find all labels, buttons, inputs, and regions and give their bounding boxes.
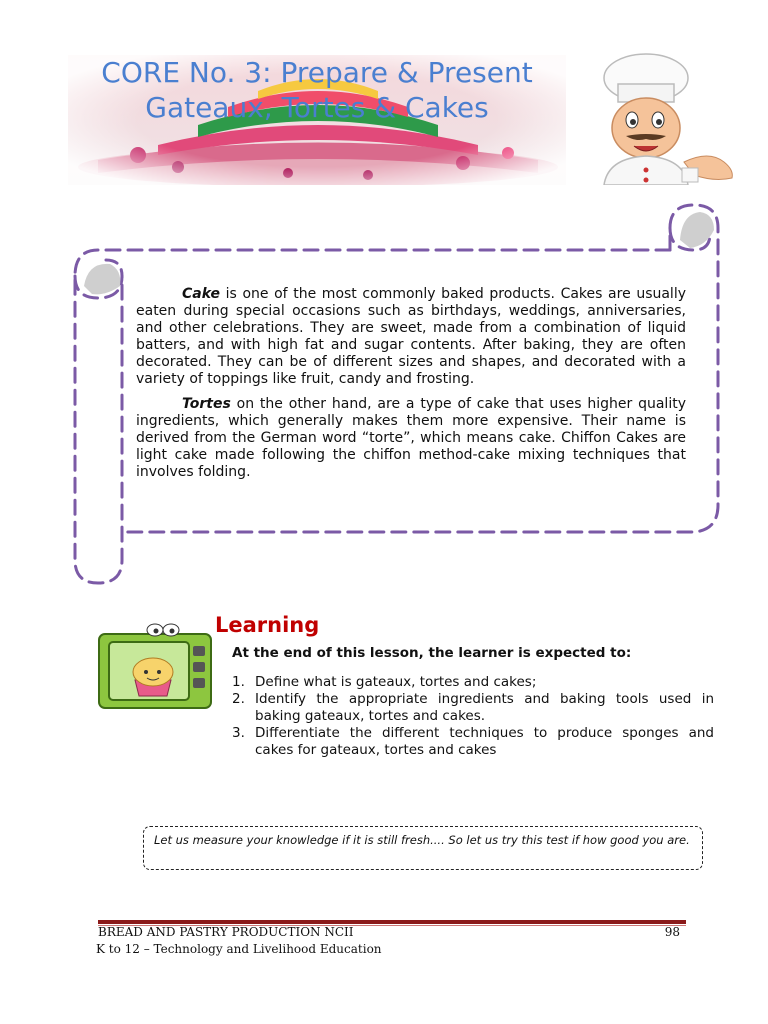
cake-definition-body: is one of the most commonly baked products. Cakes are usually eaten during special occasions such as birthdays, weddings, anniversaries, and other celebrations. They are sweet, made from a combination of liquid batters, and with high fat and sugar contents. After baking, they are often decorated. They can be of different sizes and shapes, and decorated with a variety of toppings like fruit, candy and frosting.	[136, 286, 686, 387]
list-item	[232, 725, 714, 759]
tortes-term: Tortes	[182, 396, 231, 412]
footer-course: BREAD AND PASTRY PRODUCTION NCII	[98, 925, 354, 939]
knowledge-test-note: Let us measure your knowledge if it is still fresh.... So let us try this test if how good you are.	[143, 826, 703, 870]
objective-number: 3.	[232, 725, 245, 741]
objective-number: 2.	[232, 691, 245, 707]
list-item	[232, 691, 714, 725]
footer-course-line	[98, 925, 680, 939]
learning-objectives-list	[232, 674, 714, 759]
tortes-definition	[136, 396, 686, 481]
footer-divider	[98, 920, 686, 924]
objective-text: Differentiate the different techniques to produce sponges and cakes for gateaux, tortes and cakes	[255, 725, 714, 758]
page-title: CORE No. 3: Prepare & Present Gateaux, Tortes & Cakes	[101, 56, 533, 124]
objective-text: Identify the appropriate ingredients and baking tools used in baking gateaux, tortes and cakes.	[255, 691, 714, 724]
oven-muffin-illustration-icon	[95, 620, 215, 712]
page-number: 98	[664, 925, 680, 939]
cake-term: Cake	[182, 286, 221, 302]
list-item	[232, 674, 714, 691]
learning-heading: Learning	[215, 613, 320, 637]
objective-number: 1.	[232, 674, 245, 690]
objective-text: Define what is gateaux, tortes and cakes;	[255, 674, 537, 690]
definition-text	[136, 286, 686, 489]
cake-definition	[136, 286, 686, 388]
learning-intro: At the end of this lesson, the learner is expected to:	[232, 645, 632, 661]
tortes-definition-body: on the other hand, are a type of cake that uses higher quality ingredients, which generally makes them more expensive. Their name is derived from the German word “torte”, which means cake. Chiffon Cakes are light cake made following the chiffon method-cake mixing techniques that involves folding.	[136, 396, 686, 480]
footer-program: K to 12 – Technology and Livelihood Education	[96, 942, 382, 956]
chef-illustration-icon	[584, 50, 744, 185]
